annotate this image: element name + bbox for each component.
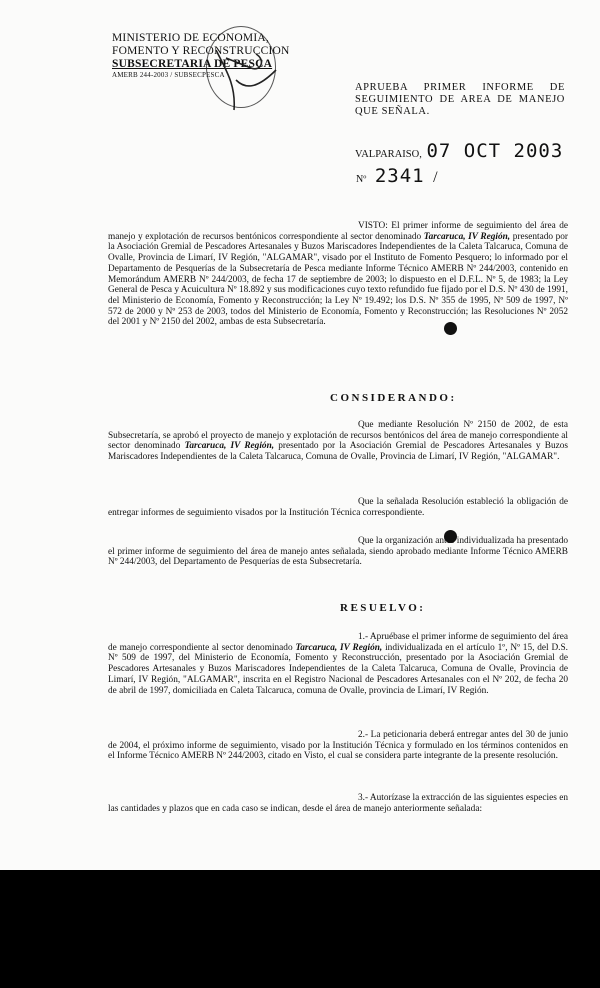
resuelvo-heading: RESUELVO: xyxy=(340,602,426,614)
handwritten-number: 2341 xyxy=(374,165,425,187)
considerando-paragraph-3 xyxy=(108,536,568,568)
ministry-line: MINISTERIO DE ECONOMIA, xyxy=(112,32,269,44)
visto-paragraph xyxy=(108,221,568,328)
signature-mark-icon xyxy=(196,40,286,120)
considerando-heading: CONSIDERANDO: xyxy=(330,392,457,404)
resuelvo-1-sector-name: Tarcaruca, IV Región, xyxy=(295,642,383,653)
considerando-1-text: Que mediante Resolución Nº 2150 de 2002, de esta Subsecretaría, se aprobó el proyecto de manejo y explotación de recursos bentónicos del área de manejo correspondiente al sector denominado xyxy=(108,420,568,452)
resuelvo-paragraph-1 xyxy=(108,632,568,696)
considerando-1-sector-name: Tarcaruca, IV Región, xyxy=(184,441,275,452)
approval-title: APRUEBA PRIMER INFORME DE SEGUIMIENTO DE AREA DE MANEJO QUE SEÑALA. xyxy=(355,82,565,117)
resuelvo-paragraph-2 xyxy=(108,730,568,762)
resuelvo-3-text: 3.- Autorízase la extracción de las siguientes especies en las cantidades y plazos que en cada caso se indican, desde el área de manejo anteriormente señalada: xyxy=(108,793,568,814)
considerando-3-text: Que la organización antes individualizada ha presentado el primer informe de seguimiento del área de manejo antes señalada, siendo aprobado mediante Informe Técnico AMERB Nº 244/2003, del Departamento de Pesquerías de esta Subsecretaría. xyxy=(108,536,568,568)
visto-text-rest: presentado por la Asociación Gremial de Pescadores Artesanales y Buzos Mariscadores Independientes de la Caleta Talcaruca, Comuna de Ovalle, Provincia de Limarí, IV Región, "ALGAMAR", visado por el Instituto de Fomento Pesquero; lo informado por el Departamento de Pesquerías de la Subsecretaría de Pesca mediante Informe Técnico AMERB Nº 244/2003, contenido en Memorándum AMERB Nº 244/2003, de fecha 17 de septiembre de 2003; lo dispuesto en el D.F.L. Nº 5, de 1983; la Ley General de Pesca y Acuicultura Nº 18.892 y sus modificaciones cuyo texto refundido fue fijado por el D.S. Nº 430 de 1991, del Ministerio de Economía, Fomento y Reconstrucción; la Ley Nº 19.492; los D.S. Nº 355 de 1995, Nº 509 de 1997, Nº 572 de 2000 y Nº 253 de 2003, todos del Ministerio de Economía, Fomento y Reconstrucción; las Resoluciones Nº 2052 del 2001 y Nº 2150 del 2002, ambas de esta Subsecretaría. xyxy=(108,231,569,328)
date-line xyxy=(355,140,563,162)
considerando-2-text: Que la señalada Resolución estableció la obligación de entregar informes de seguimiento visados por la Institución Técnica correspondiente. xyxy=(108,497,568,518)
resuelvo-2-text: 2.- La peticionaria deberá entregar antes del 30 de junio de 2004, el próximo informe de seguimiento, visado por la Institución Técnica y formulado en los términos contenidos en el Informe Técnico AMERB Nº 244/2003, citado en Visto, el cual se considera parte integrante de la presente resolución. xyxy=(108,730,568,762)
scan-bottom-margin xyxy=(0,870,600,988)
visto-text: VISTO: El primer informe de seguimiento del área de manejo y explotación de recursos bentónicos correspondiente al sector denominado xyxy=(108,221,568,242)
subsecretaria-line: SUBSECRETARIA DE PESCA xyxy=(112,58,273,70)
header-reference: AMERB 244-2003 / SUBSECPESCA xyxy=(112,71,225,79)
ministry-line-2: FOMENTO Y RECONSTRUCCION xyxy=(112,45,290,57)
considerando-1-text-rest: presentado por la Asociación Gremial de Pescadores Artesanales y Buzos Mariscadores Independientes de la Caleta Talcaruca, Comuna de Ovalle, Provincia de Limarí, IV Región, "ALGAMAR". xyxy=(108,441,568,463)
resuelvo-1-text: 1.- Apruébase el primer informe de seguimiento del área de manejo correspondiente al sector denominado xyxy=(108,632,568,653)
handwritten-date: 07 OCT 2003 xyxy=(426,140,564,162)
considerando-paragraph-1 xyxy=(108,420,568,463)
number-label: Nº xyxy=(356,174,367,185)
visto-sector-name: Tarcaruca, IV Región, xyxy=(423,231,511,242)
resuelvo-paragraph-3 xyxy=(108,793,568,814)
resolution-number: Nº 2341 / xyxy=(356,165,438,187)
considerando-paragraph-2 xyxy=(108,497,568,518)
resuelvo-1-text-rest: individualizada en el artículo 1º, Nº 15, del D.S. Nº 509 de 1997, del Ministerio de Economía, Fomento y Reconstrucción, presentado por la Asociación Gremial de Pescadores Artesanales y Buzos Mariscadores Independientes de la Caleta Talcaruca, Comuna de Ovalle, Provincia de Limarí, IV Región, "ALGAMAR", inscrita en el Registro Nacional de Pescadores Artesanales con el Nº 202, de fecha 20 de abril de 1997, domiciliada en Caleta Talcaruca, comuna de Ovalle, provincia de Limarí, IV Región. xyxy=(108,642,568,696)
place-label: VALPARAISO, xyxy=(355,149,422,160)
